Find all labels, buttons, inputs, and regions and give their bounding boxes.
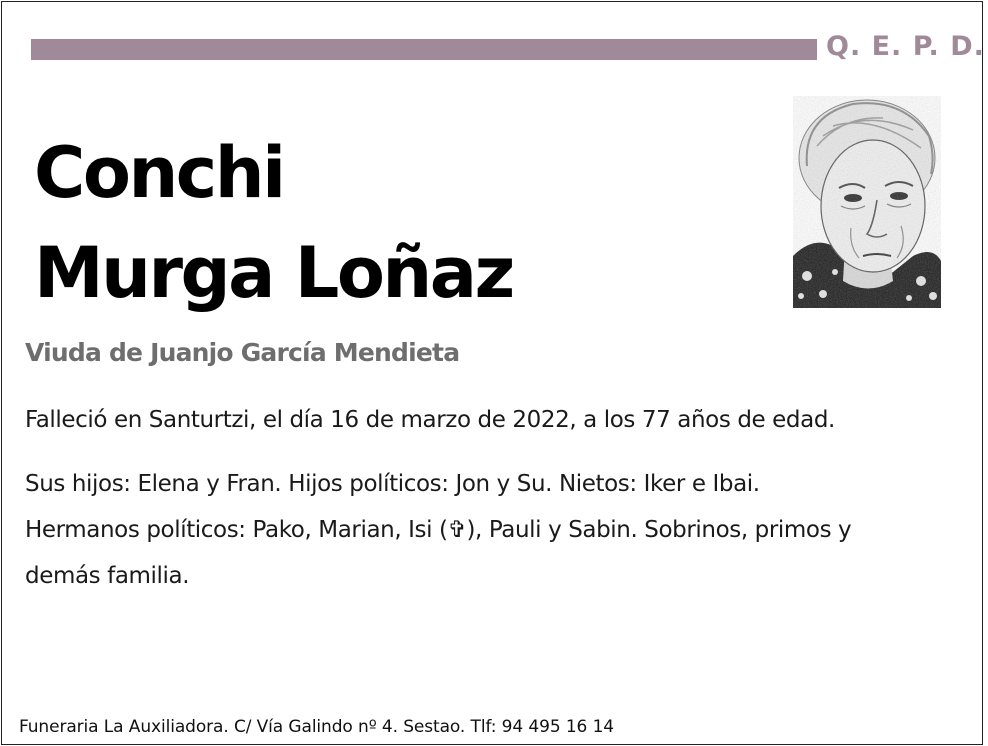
family-line: Sus hijos: Elena y Fran. Hijos políticos: Jon y Su. Nietos: Iker e Ibai. bbox=[25, 471, 760, 497]
portrait-icon bbox=[793, 96, 941, 308]
family-line: Hermanos políticos: Pako, Marian, Isi (✞), Pauli y Sabin. Sobrinos, primos y bbox=[25, 517, 852, 543]
deceased-first-name: Conchi bbox=[34, 132, 284, 214]
relation-subtitle: Viuda de Juanjo García Mendieta bbox=[25, 338, 460, 367]
portrait-photo bbox=[793, 96, 941, 308]
accent-bar bbox=[31, 39, 817, 60]
deceased-surnames: Murga Loñaz bbox=[34, 232, 513, 314]
qepd-label: Q. E. P. D. bbox=[826, 31, 985, 62]
funeral-home-footer: Funeraria La Auxiliadora. C/ Vía Galindo nº 4. Sestao. Tlf: 94 495 16 14 bbox=[19, 717, 615, 737]
family-paragraph bbox=[25, 461, 851, 599]
family-line: demás familia. bbox=[25, 563, 190, 589]
death-announcement: Falleció en Santurtzi, el día 16 de marzo de 2022, a los 77 años de edad. bbox=[25, 407, 835, 433]
